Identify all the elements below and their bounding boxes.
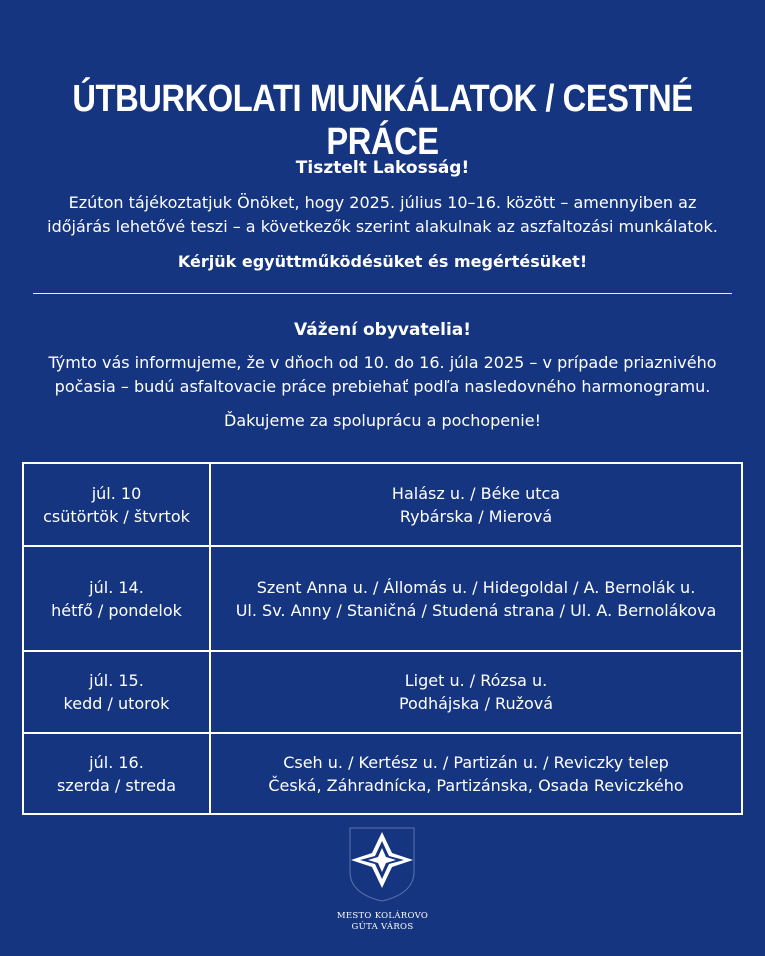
table-row	[23, 651, 742, 733]
hu-streets: Liget u. / Rózsa u.	[404, 671, 548, 690]
date-label: júl. 15.	[89, 671, 144, 690]
logo-town-name-sk: MESTO KOLÁROVO	[336, 911, 429, 921]
table-row	[23, 546, 742, 651]
schedule-table	[22, 462, 743, 815]
hu-streets: Cseh u. / Kertész u. / Partizán u. / Reviczky telep	[283, 752, 669, 772]
sk-streets: Ul. Sv. Anny / Staničná / Studená strana / Ul. A. Bernolákova	[235, 600, 717, 620]
streets-cell	[210, 651, 742, 733]
day-label: kedd / utorok	[63, 694, 170, 713]
hu-thanks-text: Kérjük együttműködésüket és megértésüket!	[177, 252, 588, 271]
streets-cell	[210, 463, 742, 546]
day-label: szerda / streda	[56, 775, 177, 795]
sk-streets: Česká, Záhradnícka, Partizánska, Osada Reviczkého	[268, 775, 684, 795]
sk-streets: Rybárska / Mierová	[399, 506, 553, 526]
date-cell	[23, 546, 210, 651]
date-label: júl. 10	[91, 483, 142, 503]
date-cell	[23, 651, 210, 733]
hu-streets: Halász u. / Béke utca	[391, 483, 561, 503]
hu-body-text: Ezúton tájékoztatjuk Önöket, hogy 2025. július 10–16. között – amennyiben az időjárás lehetővé teszi – a következők szerint alakulnak az aszfaltozási munkálatok.	[47, 193, 718, 236]
streets-cell	[210, 733, 742, 814]
page-title: ÚTBURKOLATI MUNKÁLATOK / CESTNÉ PRÁCE	[72, 78, 693, 163]
hu-greeting: Tisztelt Lakosság!	[295, 158, 470, 178]
logo-town-name-hu: GÚTA VÁROS	[351, 922, 414, 932]
day-label: hétfő / pondelok	[51, 600, 182, 620]
date-label: júl. 14.	[89, 577, 144, 597]
sk-streets: Podhájska / Ružová	[398, 694, 554, 713]
section-divider	[33, 293, 732, 294]
sk-thanks-text: Ďakujeme za spoluprácu a pochopenie!	[224, 411, 541, 430]
table-row	[23, 463, 742, 546]
sk-greeting: Vážení obyvatelia!	[294, 320, 471, 340]
date-cell	[23, 733, 210, 814]
streets-cell	[210, 546, 742, 651]
date-cell	[23, 463, 210, 546]
hu-streets: Szent Anna u. / Állomás u. / Hidegoldal / A. Bernolák u.	[256, 577, 696, 597]
date-label: júl. 16.	[89, 752, 144, 772]
sk-body-text: Týmto vás informujeme, že v dňoch od 10. do 16. júla 2025 – v prípade priaznivého počasia – budú asfaltovacie práce prebiehať podľa nasledovného harmonogramu.	[48, 353, 717, 396]
coat-of-arms-star-icon	[347, 826, 417, 902]
day-label: csütörtök / štvrtok	[43, 506, 190, 526]
table-row	[23, 733, 742, 814]
